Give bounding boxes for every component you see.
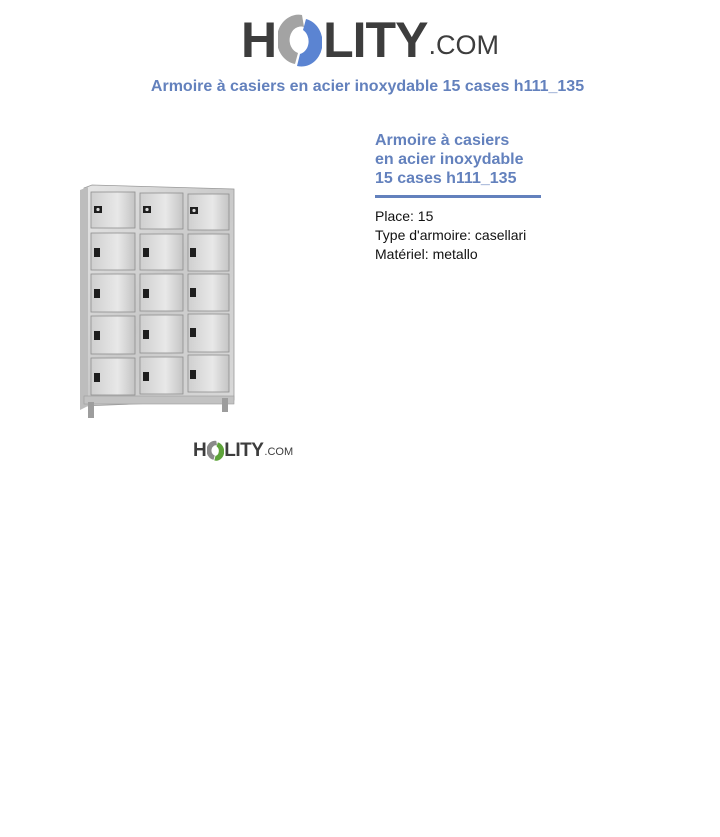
spec-cabinet-type: Type d'armoire: casellari <box>375 227 527 243</box>
logo-dotcom: .COM <box>428 30 499 60</box>
spec-list <box>375 207 675 264</box>
logo-ring-icon <box>207 440 224 461</box>
logo-letters-lity: LITY <box>224 439 264 461</box>
product-heading-line: 15 cases h111_135 <box>375 170 517 187</box>
logo-dotcom: .COM <box>264 446 294 458</box>
logo-letters-lity: LITY <box>323 12 428 68</box>
logo-letter-h: H <box>241 12 277 68</box>
product-heading <box>375 131 675 188</box>
heading-underline <box>375 195 541 198</box>
spec-place: Place: 15 <box>375 208 434 224</box>
spec-material: Matériel: metallo <box>375 246 478 262</box>
logo-ring-icon <box>278 13 322 67</box>
logo-letter-h: H <box>193 439 207 461</box>
product-image <box>80 184 236 420</box>
page-title: Armoire à casiers en acier inoxydable 15 cases h111_135 <box>150 78 585 95</box>
holity-logo <box>241 12 499 68</box>
product-heading-line: Armoire à casiers <box>375 132 510 149</box>
holity-logo-small <box>193 439 293 461</box>
product-info <box>375 131 675 264</box>
product-heading-line: en acier inoxydable <box>375 151 524 168</box>
